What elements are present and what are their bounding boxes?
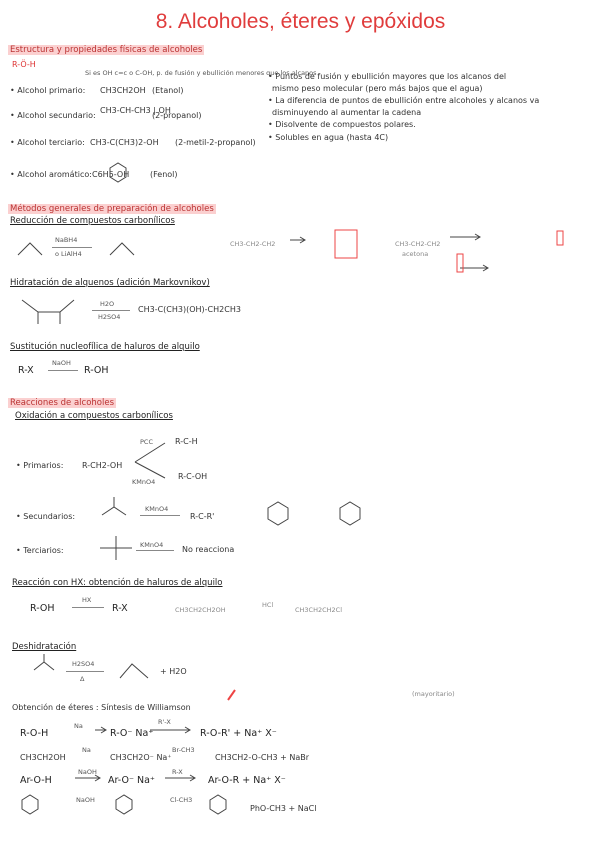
highlight-box-1 (335, 230, 357, 258)
sub-hydration: Hidratación de alquenos (adición Markovnikov) (10, 278, 210, 288)
prop-line-1: • Puntos de fusión y ebullición mayores que los alcanos del (268, 72, 507, 81)
w3-left: Ar-O-H (20, 775, 52, 786)
no-reaction: No reacciona (182, 545, 235, 554)
kmno4-reagent: KMnO4 (132, 478, 156, 486)
general-formula: R-Ö-H (12, 60, 36, 69)
ter-reagent: KMnO4 (140, 541, 164, 549)
sec-reagent: KMnO4 (145, 505, 169, 513)
reagent-h2so4: H2SO4 (98, 313, 121, 321)
w1-reag: Na (74, 722, 83, 730)
w4-reag2: Cl-CH3 (170, 796, 193, 804)
w4-right: PhO-CH3 + NaCl (250, 804, 317, 813)
row-aromatic-name: (Fenol) (150, 170, 178, 179)
reagent-nabh4: NaBH4 (55, 236, 78, 244)
row-secondary-name: (2-propanol) (152, 111, 202, 120)
subst-reagent: NaOH (52, 359, 71, 367)
section-heading-structure: Estructura y propiedades físicas de alcoholes (10, 45, 203, 55)
w1-mid: R-O⁻ Na⁺ (110, 728, 154, 739)
alcohol-sketch (110, 243, 134, 255)
row-tertiary-name: (2-metil-2-propanol) (175, 138, 256, 147)
prop-line-3: • La diferencia de puntos de ebullición entre alcoholes y alcanos va (268, 96, 540, 105)
w3-reag2: R-X (172, 768, 183, 776)
w2-reag: Na (82, 746, 91, 754)
section-heading-reactions: Reacciones de alcoholes (10, 398, 114, 408)
red-mark (228, 690, 235, 700)
acetona-label: acetona (402, 250, 429, 258)
prop-line-4: disminuyendo al aumentar la cadena (272, 108, 422, 117)
row-secondary-label: • Alcohol secundario: (10, 111, 96, 120)
row-tertiary-label: • Alcohol terciario: (10, 138, 85, 147)
hydration-product: CH3-C(CH3)(OH)-CH2CH3 (138, 305, 241, 314)
acid-product: R-C-OH (178, 472, 208, 481)
prop-line-6: • Solubles en agua (hasta 4C) (268, 133, 389, 142)
w2-right: CH3CH2-O-CH3 + NaBr (215, 753, 310, 762)
w3-reag: NaOH (78, 768, 97, 776)
page-title: 8. Alcoholes, éteres y epóxidos (155, 10, 446, 33)
dh-reagent-heat: Δ (80, 675, 85, 683)
w2-left: CH3CH2OH (20, 753, 66, 762)
sub-substitution: Sustitución nucleofílica de haluros de alquilo (10, 342, 200, 352)
w2-mid: CH3CH2O⁻ Na⁺ (110, 753, 172, 762)
example-1a: CH3-CH2-CH2 (230, 240, 276, 248)
dh-note: (mayoritario) (412, 690, 455, 698)
row-primary-name: (Etanol) (152, 86, 184, 95)
row-aromatic-struct: C6H5-OH (92, 170, 130, 179)
row-aromatic-label: • Alcohol aromático: (10, 170, 92, 179)
reagent-h2o: H2O (100, 300, 115, 308)
dh-water: + H2O (160, 667, 187, 676)
hx-reagent: HX (82, 596, 92, 604)
row-primary-label: • Alcohol primario: (10, 86, 86, 95)
hx-right: R-X (112, 603, 128, 614)
section-heading-preparation: Métodos generales de preparación de alcoholes (10, 204, 214, 214)
dh-reagent-acid: H2SO4 (72, 660, 95, 668)
sub-hx: Reacción con HX: obtención de haluros de alquilo (12, 578, 223, 588)
w3-mid: Ar-O⁻ Na⁺ (108, 775, 155, 786)
alkene-sketch (22, 300, 74, 312)
w2-reag2: Br-CH3 (172, 746, 195, 754)
sub-dehydration: Deshidratación (12, 642, 77, 652)
w1-reag2: R'-X (158, 718, 171, 726)
pcc-reagent: PCC (140, 438, 153, 446)
sub-williamson: Obtención de éteres : Síntesis de Williamson (12, 703, 191, 712)
prop-line-2: mismo peso molecular (pero más bajos que el agua) (272, 84, 483, 93)
tertiary-label: • Terciarios: (16, 546, 64, 555)
secondary-label: • Secundarios: (16, 512, 76, 521)
carbonyl-sketch (18, 243, 42, 255)
example-1b: CH3-CH2-CH2 (395, 240, 441, 248)
hx-example: CH3CH2CH2OH (175, 606, 226, 614)
sub-oxidation: Oxidación a compuestos carbonílicos (15, 411, 173, 421)
subst-left: R-X (18, 365, 34, 376)
phenol-ring (110, 163, 126, 182)
row-primary-struct: CH3CH2OH (100, 86, 146, 95)
row-secondary-struct: CH3-CH-CH3 | OH (100, 106, 171, 115)
subst-right: R-OH (84, 365, 109, 376)
w4-reag: NaOH (76, 796, 95, 804)
reagent-lialh4: o LiAlH4 (55, 250, 82, 258)
w1-right: R-O-R' + Na⁺ X⁻ (200, 728, 277, 739)
aldehyde-product: R-C-H (175, 437, 198, 446)
w1-left: R-O-H (20, 728, 49, 739)
hx-example-product: CH3CH2CH2Cl (295, 606, 343, 614)
primary-struct: R-CH2-OH (82, 461, 123, 470)
hx-left: R-OH (30, 603, 55, 614)
sub-reduction: Reducción de compuestos carbonílicos (10, 216, 175, 226)
note-top: Si es OH c=c o C-OH, p. de fusión y ebullición menores que los alcanos (85, 69, 317, 77)
prop-line-5: • Disolvente de compuestos polares. (268, 120, 416, 129)
hx-example-reagent: HCl (262, 601, 274, 609)
primary-label: • Primarios: (16, 461, 64, 470)
ketone-product: R-C-R' (190, 512, 215, 521)
row-tertiary-struct: CH3-C(CH3)2-OH (90, 138, 159, 147)
w3-right: Ar-O-R + Na⁺ X⁻ (208, 775, 286, 786)
